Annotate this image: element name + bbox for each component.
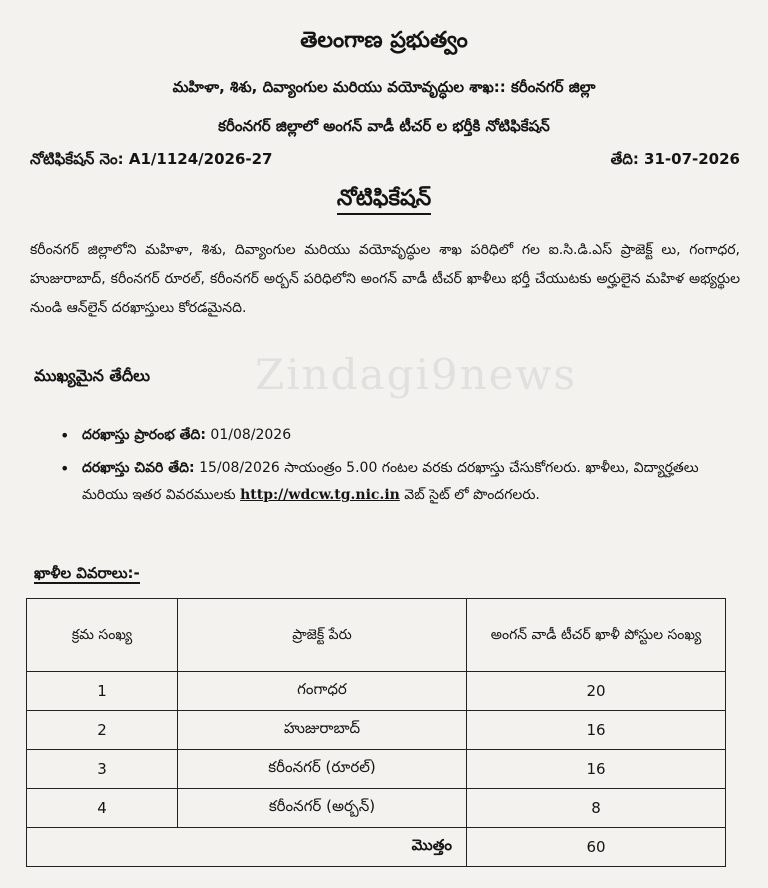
notification-heading-text: నోటిఫికేషన్ [337, 186, 431, 215]
column-header-project: ప్రాజెక్ట్ పేరు [178, 599, 467, 672]
vacancy-table [26, 598, 726, 867]
vacancy-details-title [34, 564, 140, 586]
table-row [27, 750, 726, 789]
subject-title: కరీంనగర్ జిల్లాలో అంగన్ వాడీ టీచర్ ల భర్తీకి నోటిఫికేషన్ [218, 117, 550, 135]
list-item [60, 422, 720, 449]
cell-project: గంగాధర [178, 672, 467, 711]
notification-date: తేది: 31-07-2026 [610, 150, 740, 168]
vacancy-details-title-text: ఖాళీల వివరాలు:- [34, 564, 140, 582]
notification-heading [0, 186, 768, 216]
start-date-value: 01/08/2026 [210, 427, 292, 443]
important-dates-list [60, 422, 720, 509]
cell-serial: 4 [27, 789, 178, 828]
info-text-before: ఖాళీలు, విద్యార్హతలు మరియు ఇతర వివరములకు [82, 460, 699, 503]
table-row [27, 672, 726, 711]
cell-project: కరీంనగర్ (అర్బన్) [178, 789, 467, 828]
end-date-label: దరఖాస్తు చివరి తేది: [82, 460, 195, 476]
cell-serial: 1 [27, 672, 178, 711]
cell-project: కరీంనగర్ (రూరల్) [178, 750, 467, 789]
department-title: మహిళా, శిశు, దివ్యాంగుల మరియు వయోవృద్ధుల శాఖ:: కరీంనగర్ జిల్లా [172, 78, 596, 96]
start-date-label: దరఖాస్తు ప్రారంభ తేది: [82, 427, 206, 443]
important-dates-title: ముఖ్యమైన తేదీలు [34, 366, 151, 385]
cell-count: 16 [467, 711, 726, 750]
table-total-row [27, 828, 726, 867]
total-value: 60 [467, 828, 726, 867]
website-link[interactable]: http://wdcw.tg.nic.in [240, 487, 400, 503]
cell-serial: 3 [27, 750, 178, 789]
notification-body: కరీంనగర్ జిల్లాలోని మహిళా, శిశు, దివ్యాంగుల మరియు వయోవృద్ధుల శాఖ పరిధిలో గల ఐ.సి.డి.ఎస్ ప్రాజెక్ట్ లు, గంగాధర, హుజురాబాద్, కరీంనగర్ రూరల్, కరీంనగర్ అర్బన్ పరిధిలోని అంగన్ వాడీ టీచర్ ఖాళీలు భర్తీ చేయుటకు అర్హులైన మహిళ అభ్యర్థుల నుండి ఆన్‌లైన్ దరఖాస్తులు కోరడమైనది. [30, 242, 740, 316]
table-row [27, 711, 726, 750]
watermark: Zindagi9news [255, 350, 578, 399]
government-title: తెలంగాణ ప్రభుత్వం [300, 28, 468, 53]
cell-project: హుజురాబాద్ [178, 711, 467, 750]
column-header-posts: అంగన్ వాడీ టీచర్ ఖాళీ పోస్టుల సంఖ్య [467, 599, 726, 672]
notification-number: నోటిఫికేషన్ నెం: A1/1124/2026-27 [30, 150, 273, 168]
cell-serial: 2 [27, 711, 178, 750]
info-text-after: వెబ్ సైట్ లో పొందగలరు. [404, 487, 540, 503]
cell-count: 8 [467, 789, 726, 828]
column-header-serial: క్రమ సంఖ్య [27, 599, 178, 672]
list-item [60, 455, 720, 509]
cell-count: 20 [467, 672, 726, 711]
end-date-value: 15/08/2026 సాయంత్రం 5.00 గంటల వరకు దరఖాస్తు చేసుకోగలరు. [199, 460, 581, 476]
total-label: మొత్తం [27, 828, 467, 867]
table-row [27, 789, 726, 828]
table-header-row [27, 599, 726, 672]
cell-count: 16 [467, 750, 726, 789]
